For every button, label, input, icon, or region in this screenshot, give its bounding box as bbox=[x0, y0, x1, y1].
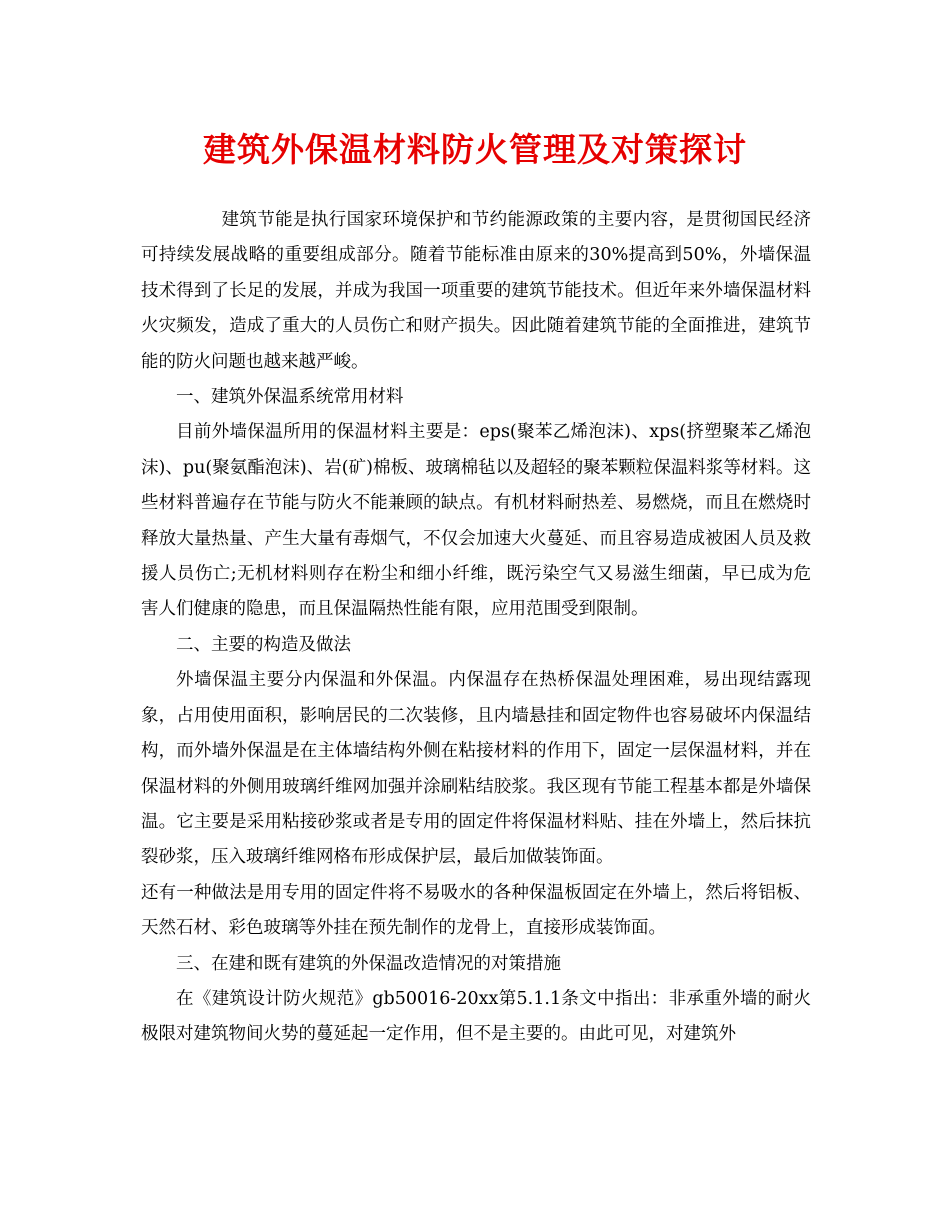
paragraph-regulation: 在《建筑设计防火规范》gb50016-20xx第5.1.1条文中指出：非承重外墙的耐火极限对建筑物间火势的蔓延起一定作用，但不是主要的。由此可见，对建筑外 bbox=[141, 988, 811, 1045]
section-heading-1: 一、建筑外保温系统常用材料 bbox=[176, 387, 404, 408]
paragraph-alternative-method: 还有一种做法是用专用的固定件将不易吸水的各种保温板固定在外墙上，然后将铝板、天然石材、彩色玻璃等外挂在预先制作的龙骨上，直接形成装饰面。 bbox=[141, 882, 811, 939]
paragraph-intro: 建筑节能是执行国家环境保护和节约能源政策的主要内容，是贯彻国民经济可持续发展战略的重要组成部分。随着节能标准由原来的30%提高到50%，外墙保温技术得到了长足的发展，并成为我国一项重要的建筑节能技术。但近年来外墙保温材料火灾频发，造成了重大的人员伤亡和财产损失。因此随着建筑节能的全面推进，建筑节能的防火问题也越来越严峻。 bbox=[141, 210, 811, 372]
section-heading-2: 二、主要的构造及做法 bbox=[176, 634, 351, 655]
paragraph-construction: 外墙保温主要分内保温和外保温。内保温存在热桥保温处理困难，易出现结露现象，占用使用面积，影响居民的二次装修，且内墙悬挂和固定物件也容易破坏内保温结构，而外墙外保温是在主体墙结构外侧在粘接材料的作用下，固定一层保温材料，并在保温材料的外侧用玻璃纤维网加强并涂刷粘结胶浆。我区现有节能工程基本都是外墙保温。它主要是采用粘接砂浆或者是专用的固定件将保温材料贴、挂在外墙上，然后抹抗裂砂浆，压入玻璃纤维网格布形成保护层，最后加做装饰面。 bbox=[141, 670, 811, 868]
document-body bbox=[141, 203, 811, 1053]
section-heading-3: 三、在建和既有建筑的外保温改造情况的对策措施 bbox=[176, 953, 561, 974]
document-title: 建筑外保温材料防火管理及对策探讨 bbox=[203, 130, 747, 169]
paragraph-materials: 目前外墙保温所用的保温材料主要是：eps(聚苯乙烯泡沫)、xps(挤塑聚苯乙烯泡沫)、pu(聚氨酯泡沫)、岩(矿)棉板、玻璃棉毡以及超轻的聚苯颗粒保温料浆等材料。这些材料普遍存在节能与防火不能兼顾的缺点。有机材料耐热差、易燃烧，而且在燃烧时释放大量热量、产生大量有毒烟气，不仅会加速大火蔓延、而且容易造成被困人员及救援人员伤亡;无机材料则存在粉尘和细小纤维，既污染空气又易滋生细菌，早已成为危害人们健康的隐患，而且保温隔热性能有限，应用范围受到限制。 bbox=[141, 422, 811, 620]
